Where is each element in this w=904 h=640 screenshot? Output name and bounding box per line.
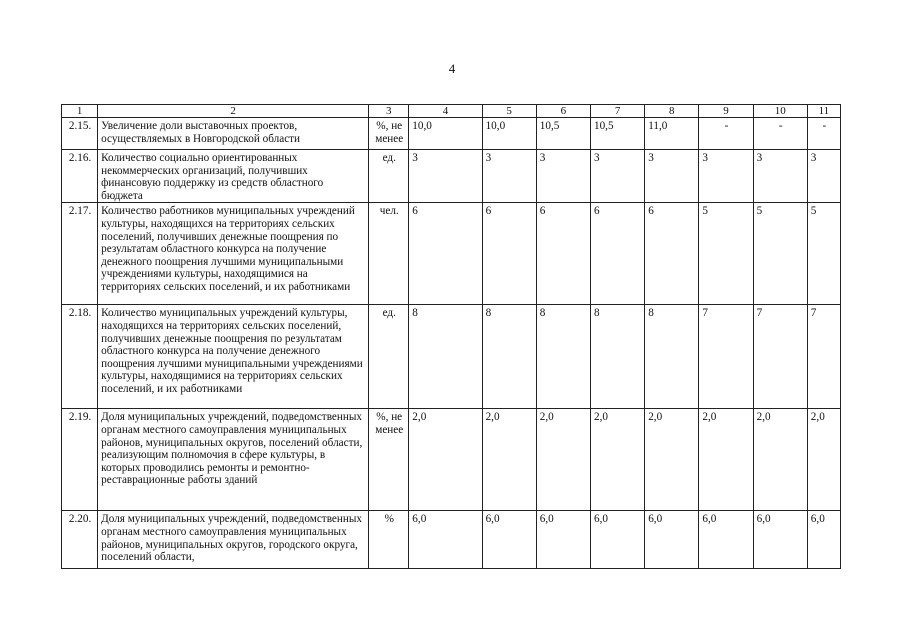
indicator-value: 3 (536, 150, 590, 203)
indicator-name: Доля муниципальных учреждений, подведомственных органам местного самоуправления муниципальных районов, муниципальных округов, поселений области, реализующим полномочия в сфере культуры, в которых проводились ремонты и ремонтно-реставрационные работы зданий (98, 409, 369, 511)
table-row (62, 150, 841, 203)
indicator-value: - (699, 118, 753, 150)
indicator-value: 11,0 (645, 118, 699, 150)
indicator-name: Доля муниципальных учреждений, подведомственных органам местного самоуправления муниципальных районов, муниципальных округов, городского округа, поселений области, (98, 511, 369, 569)
table-row (62, 203, 841, 305)
indicator-name: Количество социально ориентированных некоммерческих организаций, получивших финансовую поддержку из средств областного бюджета (98, 150, 369, 203)
table-row (62, 511, 841, 569)
indicator-value: 3 (590, 150, 644, 203)
indicator-value: 5 (699, 203, 753, 305)
row-number: 2.17. (62, 203, 98, 305)
indicator-value: 3 (753, 150, 807, 203)
column-header: 5 (482, 105, 536, 118)
indicator-value: 2,0 (699, 409, 753, 511)
table-body (62, 118, 841, 569)
indicator-value: 3 (807, 150, 840, 203)
indicator-value: 3 (482, 150, 536, 203)
indicators-table (61, 104, 841, 569)
table-row (62, 118, 841, 150)
indicator-value: 6,0 (753, 511, 807, 569)
indicator-value: 6,0 (807, 511, 840, 569)
column-header: 11 (807, 105, 840, 118)
indicator-value: - (807, 118, 840, 150)
indicator-value: 7 (753, 305, 807, 409)
indicator-value: 2,0 (482, 409, 536, 511)
unit-of-measure: чел. (369, 203, 409, 305)
indicator-value: 8 (645, 305, 699, 409)
row-number: 2.20. (62, 511, 98, 569)
indicator-value: 6 (536, 203, 590, 305)
indicator-value: 2,0 (409, 409, 482, 511)
indicator-name: Количество муниципальных учреждений культуры, находящихся на территориях сельских поселений, получивших денежные поощрения по результатам областного конкурса на получение денежного поощрения лучшими муниципальными учреждениями культуры, находящимися на территориях сельских поселений, и их работниками (98, 305, 369, 409)
indicator-value: 10,5 (536, 118, 590, 150)
column-header: 10 (753, 105, 807, 118)
indicator-value: 8 (482, 305, 536, 409)
indicator-value: 2,0 (807, 409, 840, 511)
column-header: 1 (62, 105, 98, 118)
indicator-value: 6,0 (409, 511, 482, 569)
row-number: 2.16. (62, 150, 98, 203)
indicator-value: 10,5 (590, 118, 644, 150)
unit-of-measure: ед. (369, 150, 409, 203)
indicator-value: 5 (753, 203, 807, 305)
indicator-value: 8 (536, 305, 590, 409)
header-row (62, 105, 841, 118)
indicator-value: 6,0 (482, 511, 536, 569)
unit-of-measure: % (369, 511, 409, 569)
indicator-value: 7 (807, 305, 840, 409)
indicator-value: 3 (409, 150, 482, 203)
column-header: 6 (536, 105, 590, 118)
column-header: 8 (645, 105, 699, 118)
indicator-value: 5 (807, 203, 840, 305)
table-row (62, 305, 841, 409)
indicator-value: 6 (409, 203, 482, 305)
column-header: 4 (409, 105, 482, 118)
indicator-value: 2,0 (536, 409, 590, 511)
indicator-value: 8 (409, 305, 482, 409)
indicator-value: 6 (590, 203, 644, 305)
column-header: 3 (369, 105, 409, 118)
indicator-value: 6 (645, 203, 699, 305)
indicator-value: 6,0 (645, 511, 699, 569)
unit-of-measure: %, не менее (369, 409, 409, 511)
indicator-value: 6,0 (699, 511, 753, 569)
unit-of-measure: ед. (369, 305, 409, 409)
column-header: 9 (699, 105, 753, 118)
indicator-value: 2,0 (753, 409, 807, 511)
indicator-value: 10,0 (409, 118, 482, 150)
indicator-value: 8 (590, 305, 644, 409)
page-number: 4 (448, 61, 456, 76)
indicator-value: 2,0 (645, 409, 699, 511)
row-number: 2.19. (62, 409, 98, 511)
indicator-value: 7 (699, 305, 753, 409)
indicator-value: 2,0 (590, 409, 644, 511)
indicator-value: 3 (699, 150, 753, 203)
unit-of-measure: %, не менее (369, 118, 409, 150)
indicator-name: Увеличение доли выставочных проектов, осуществляемых в Новгородской области (98, 118, 369, 150)
indicator-value: - (753, 118, 807, 150)
indicator-value: 6,0 (536, 511, 590, 569)
indicator-value: 10,0 (482, 118, 536, 150)
indicator-value: 6,0 (590, 511, 644, 569)
indicator-name: Количество работников муниципальных учреждений культуры, находящихся на территориях сельских поселений, получивших денежные поощрения по результатам областного конкурса на получение денежного поощрения лучшими муниципальными учреждениями культуры, находящимися на территориях сельских поселений, и их работниками (98, 203, 369, 305)
indicator-value: 6 (482, 203, 536, 305)
row-number: 2.15. (62, 118, 98, 150)
column-header: 2 (98, 105, 369, 118)
column-header: 7 (590, 105, 644, 118)
row-number: 2.18. (62, 305, 98, 409)
indicator-value: 3 (645, 150, 699, 203)
table-row (62, 409, 841, 511)
